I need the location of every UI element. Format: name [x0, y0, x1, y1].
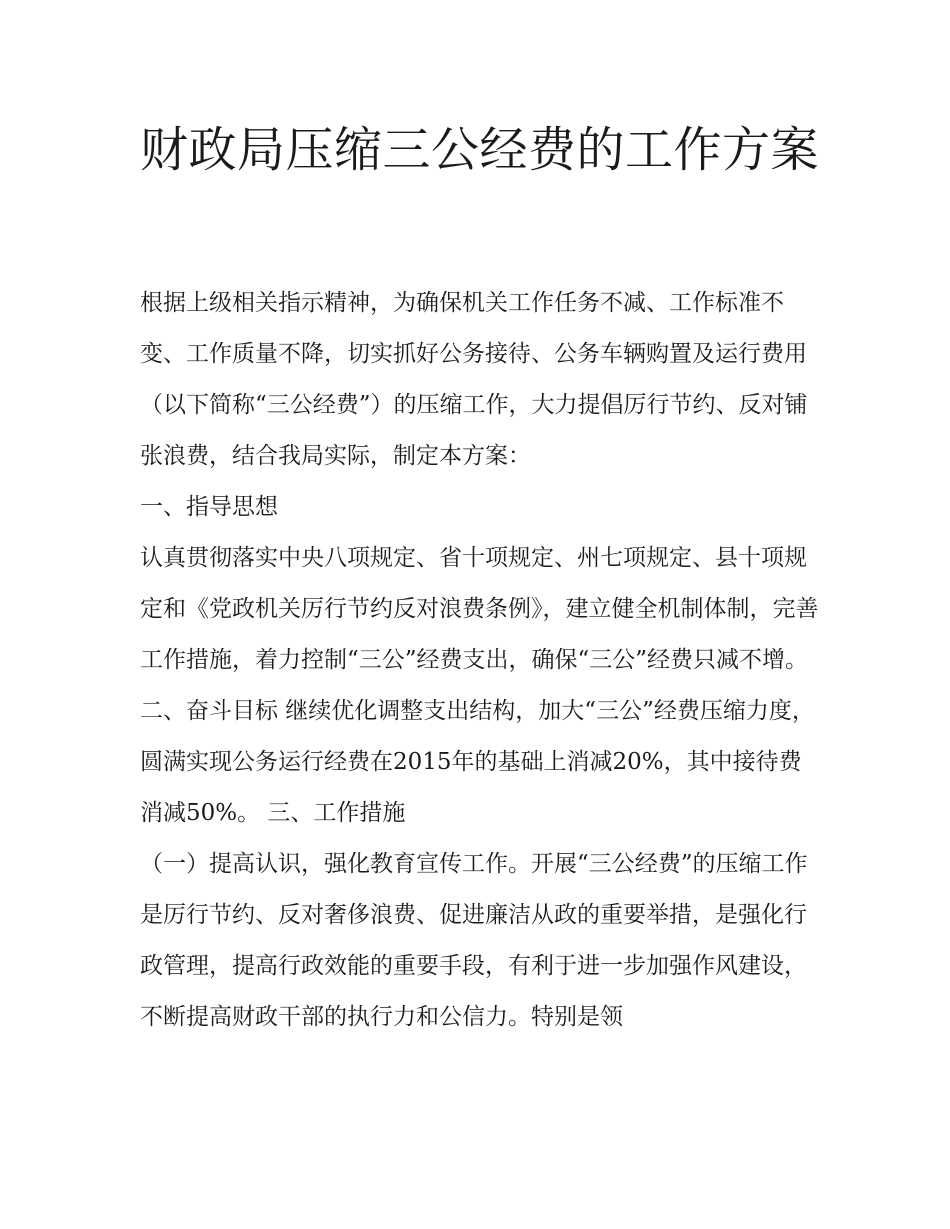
- heading-guiding-ideology: 一、指导思想: [140, 494, 278, 520]
- paragraph-intro: 根据上级相关指示精神，为确保机关工作任务不减、工作标准不变、工作质量不降，切实抓好公务接待、公务车辆购置及运行费用（以下简称“三公经费”）的压缩工作，大力提倡厉行节约、反对铺张浪费，结合我局实际，制定本方案：: [140, 290, 808, 469]
- paragraph-measures-1: （一）提高认识，强化教育宣传工作。开展“三公经费”的压缩工作是厉行节约、反对奢侈浪费、促进廉洁从政的重要举措，是强化行政管理，提高行政效能的重要手段，有利于进一步加强作风建设，不断提高财政干部的执行力和公信力。特别是领: [140, 851, 808, 1030]
- document-body: [140, 278, 820, 1043]
- paragraph-guiding-ideology: 认真贯彻落实中央八项规定、省十项规定、州七项规定、县十项规定和《党政机关厉行节约反对浪费条例》，建立健全机制体制，完善工作措施，着力控制“三公”经费支出，确保“三公”经费只减不增。: [140, 545, 819, 673]
- document-title: 财政局压缩三公经费的工作方案: [140, 122, 820, 178]
- paragraph-goals: 二、奋斗目标 继续优化调整支出结构，加大“三公”经费压缩力度，圆满实现公务运行经费在2015年的基础上消减20%，其中接待费消减50%。 三、工作措施: [140, 698, 815, 826]
